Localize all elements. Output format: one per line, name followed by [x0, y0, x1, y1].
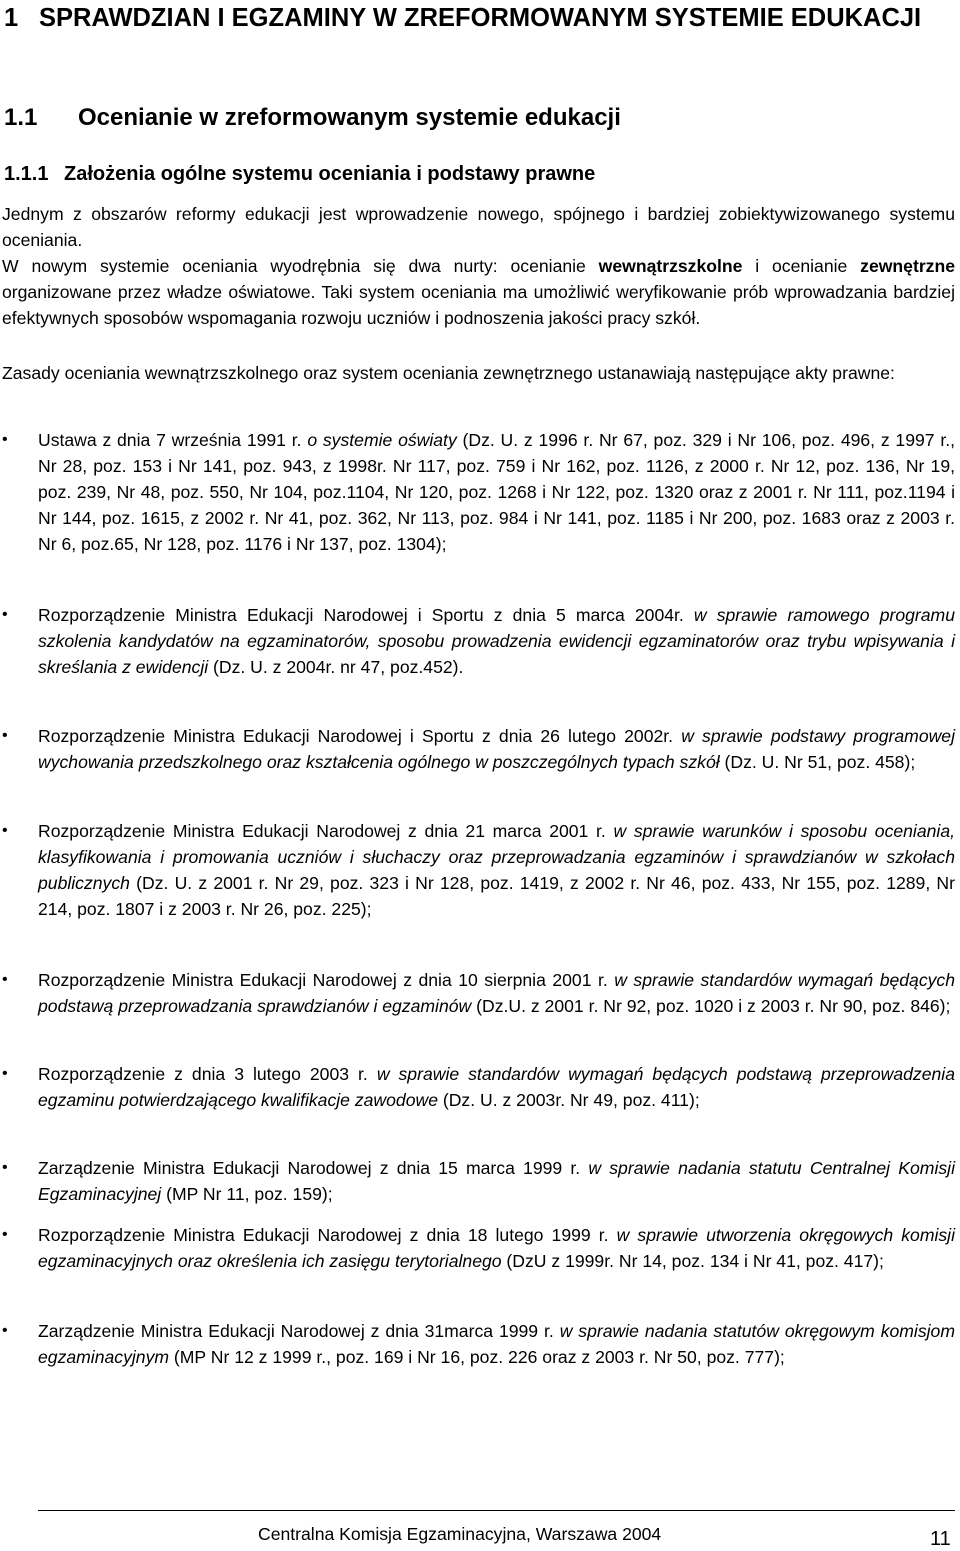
bullet-icon: • [2, 822, 8, 839]
list-item-text: Ustawa z dnia 7 września 1991 r. o systemie oświaty (Dz. U. z 1996 r. Nr 67, poz. 329 i Nr 106, poz. 496, z 1997 r., Nr 28, poz. 153 i Nr 141, poz. 943, z 1998r. Nr 117, poz. 759 i Nr 162, poz. 1126, z 2000 r. Nr 12, poz. 136, Nr 19, poz. 239, Nr 48, poz. 550, Nr 104, poz.1104, Nr 120, poz. 1268 i Nr 122, poz. 1320 oraz z 2001 r. Nr 111, poz.1194 i Nr 144, poz. 1615, z 2002 r. Nr 41, poz. 362, Nr 113, poz. 984 i Nr 141, poz. 1185 i Nr 200, poz. 1683 oraz z 2003 r. Nr 6, poz.65, Nr 128, poz. 1176 i Nr 137, poz. 1304); [38, 430, 955, 554]
bullet-icon: • [2, 727, 8, 744]
page-number: 11 [930, 1528, 951, 1550]
list-item [0, 1222, 955, 1274]
chapter-number: 1 [4, 4, 19, 32]
chapter-heading [4, 2, 954, 35]
list-item-text: Rozporządzenie z dnia 3 lutego 2003 r. w sprawie standardów wymagań będących podstawą przeprowadzenia egzaminu potwierdzającego kwalifikacje zawodowe (Dz. U. z 2003r. Nr 49, poz. 411); [38, 1064, 955, 1110]
list-item [0, 1061, 955, 1113]
section-title: Ocenianie w zreformowanym systemie edukacji [78, 104, 621, 131]
bullet-icon: • [2, 971, 8, 988]
list-item [0, 427, 955, 557]
bold-term-external: zewnętrzne [860, 256, 955, 276]
assessment-paragraph [2, 253, 955, 331]
paragraph-text: organizowane przez władze oświatowe. Taki system oceniania ma umożliwić weryfikowanie prób wprowadzania bardziej efektywnych sposobów wspomagania rozwoju uczniów i podnoszenia jakości pracy szkół. [2, 282, 955, 328]
list-item [0, 818, 955, 922]
list-item-text: Rozporządzenie Ministra Edukacji Narodowej i Sportu z dnia 5 marca 2004r. w sprawie ramowego programu szkolenia kandydatów na egzaminatorów, sposobu prowadzenia ewidencji egzaminatorów oraz trybu wpisywania i skreślania z ewidencji (Dz. U. z 2004r. nr 47, poz.452). [38, 605, 955, 677]
paragraph-text: W nowym systemie oceniania wyodrębnia się dwa nurty: ocenianie [2, 256, 599, 276]
list-item-text: Rozporządzenie Ministra Edukacji Narodowej z dnia 10 sierpnia 2001 r. w sprawie standardów wymagań będących podstawą przeprowadzania sprawdzianów i egzaminów (Dz.U. z 2001 r. Nr 92, poz. 1020 i z 2003 r. Nr 90, poz. 846); [38, 970, 956, 1016]
list-item [0, 602, 955, 680]
list-item [0, 723, 955, 775]
paragraph-text: i ocenianie [742, 256, 861, 276]
bold-term-internal: wewnątrzszkolne [598, 256, 743, 276]
footer-divider [38, 1510, 955, 1511]
subsection-number: 1.1.1 [4, 163, 49, 185]
list-item-text: Rozporządzenie Ministra Edukacji Narodowej z dnia 21 marca 2001 r. w sprawie warunków i sposobu oceniania, klasyfikowania i promowania uczniów i słuchaczy oraz przeprowadzania egzaminów i sprawdzianów w szkołach publicznych (Dz. U. z 2001 r. Nr 29, poz. 323 i Nr 128, poz. 1419, z 2002 r. Nr 46, poz. 433, Nr 155, poz. 1289, Nr 214, poz. 1807 i z 2003 r. Nr 26, poz. 225); [38, 821, 955, 919]
bullet-icon: • [2, 1159, 8, 1176]
intro-paragraph: Jednym z obszarów reformy edukacji jest wprowadzenie nowego, spójnego i bardziej zobiektywizowanego systemu oceniania. [2, 204, 955, 250]
list-item-text: Zarządzenie Ministra Edukacji Narodowej z dnia 15 marca 1999 r. w sprawie nadania statutu Centralnej Komisji Egzaminacyjnej (MP Nr 11, poz. 159); [38, 1158, 955, 1204]
bullet-icon: • [2, 606, 8, 623]
list-item-text: Rozporządzenie Ministra Edukacji Narodowej i Sportu z dnia 26 lutego 2002r. w sprawie podstawy programowej wychowania przedszkolnego oraz kształcenia ogólnego w poszczególnych typach szkół (Dz. U. Nr 51, poz. 458); [38, 726, 956, 772]
legal-acts-intro: Zasady oceniania wewnątrzszkolnego oraz system oceniania zewnętrznego ustanawiają następujące akty prawne: [2, 363, 895, 383]
section-heading [4, 102, 621, 134]
bullet-icon: • [2, 1226, 8, 1243]
section-number: 1.1 [4, 104, 38, 131]
subsection-title: Założenia ogólne systemu oceniania i podstawy prawne [64, 163, 596, 185]
subsection-heading [4, 160, 595, 188]
list-item [0, 1155, 955, 1207]
list-item-text: Zarządzenie Ministra Edukacji Narodowej z dnia 31marca 1999 r. w sprawie nadania statutów okręgowym komisjom egzaminacyjnym (MP Nr 12 z 1999 r., poz. 169 i Nr 16, poz. 226 oraz z 2003 r. Nr 50, poz. 777); [38, 1321, 955, 1367]
bullet-icon: • [2, 1322, 8, 1339]
footer-text: Centralna Komisja Egzaminacyjna, Warszawa 2004 [258, 1524, 662, 1544]
bullet-icon: • [2, 1065, 8, 1082]
bullet-icon: • [2, 431, 8, 448]
list-item-text: Rozporządzenie Ministra Edukacji Narodowej z dnia 18 lutego 1999 r. w sprawie utworzenia okręgowych komisji egzaminacyjnych oraz określenia ich zasięgu terytorialnego (DzU z 1999r. Nr 14, poz. 134 i Nr 41, poz. 417); [38, 1225, 955, 1271]
chapter-title: SPRAWDZIAN I EGZAMINY W ZREFORMOWANYM SYSTEMIE EDUKACJI [39, 4, 922, 32]
list-item [0, 967, 955, 1019]
list-item [0, 1318, 955, 1370]
